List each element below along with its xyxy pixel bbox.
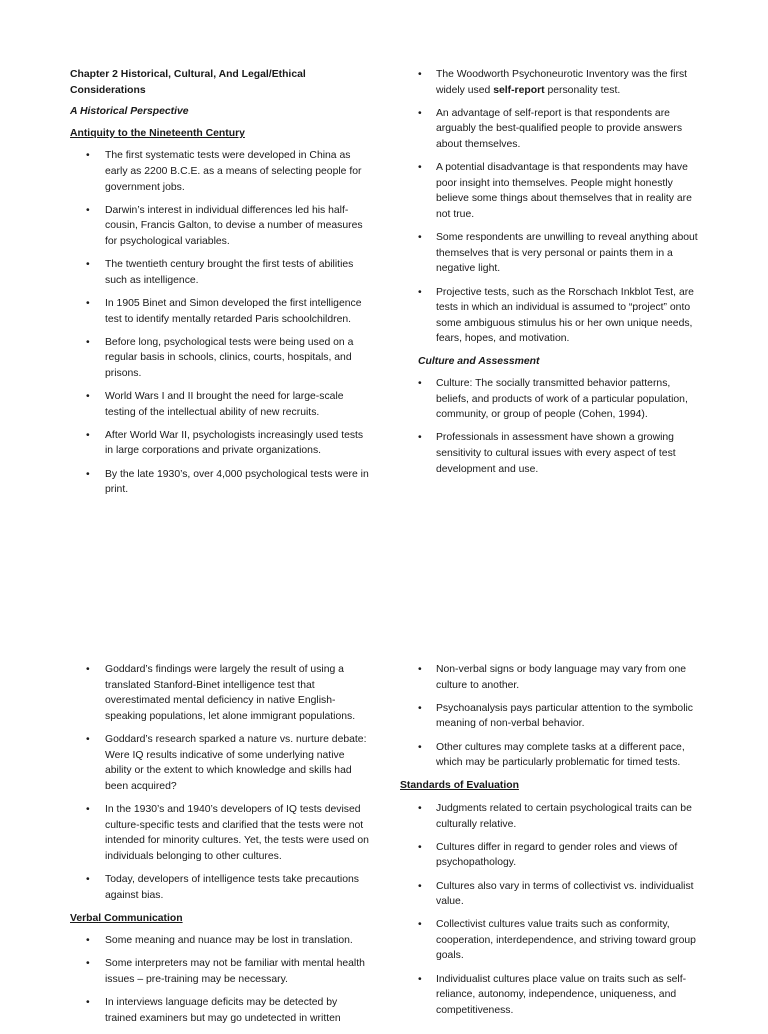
bullet-list-self-report (400, 67, 705, 347)
list-item: • By the late 1930’s, over 4,000 psychological tests were in print. (70, 467, 370, 498)
list-item: • Projective tests, such as the Rorschach Inkblot Test, are tests in which an individual is assumed to “project” onto some ambiguous stimulus his or her own unique needs, fears, hopes, and motivation. (400, 285, 705, 347)
list-item: • Darwin’s interest in individual differences led his half-cousin, Francis Galton, to devise a number of measures for psychological variables. (70, 203, 370, 250)
subsection-title-standards: Standards of Evaluation (400, 780, 519, 792)
list-item: • Psychoanalysis pays particular attention to the symbolic meaning of non-verbal behavior. (400, 701, 705, 732)
list-item: • Judgments related to certain psychological traits can be culturally relative. (400, 801, 705, 832)
list-item: • After World War II, psychologists increasingly used tests in large corporations and private organizations. (70, 428, 370, 459)
list-item: • In interviews language deficits may be detected by trained examiners but may go undetected in written (70, 995, 370, 1026)
column-top-left (70, 67, 370, 505)
woodworth-text-after: personality test. (544, 84, 621, 96)
list-item: • Before long, psychological tests were being used on a regular basis in schools, clinics, courts, hospitals, and prisons. (70, 335, 370, 382)
list-item: • Today, developers of intelligence tests take precautions against bias. (70, 872, 370, 903)
list-item: • The first systematic tests were developed in China as early as 2200 B.C.E. as a means of selecting people for government jobs. (70, 148, 370, 195)
bullet-list-goddard (70, 662, 370, 903)
woodworth-text-bold: self-report (493, 84, 545, 96)
list-item: • World Wars I and II brought the need for large-scale testing of the intellectual ability of new recruits. (70, 389, 370, 420)
list-item: • In 1905 Binet and Simon developed the first intelligence test to identify mentally retarded Paris schoolchildren. (70, 296, 370, 327)
bullet-list-nonverbal (400, 662, 705, 771)
list-item: • A potential disadvantage is that respondents may have poor insight into themselves. People might honestly believe some things about themselves that in reality are not true. (400, 160, 705, 222)
section-title-culture: Culture and Assessment (418, 356, 540, 368)
list-item: • Other cultures may complete tasks at a different pace, which may be particularly problematic for timed tests. (400, 740, 705, 771)
bullet-list-verbal (70, 933, 370, 1026)
section-title-historical: A Historical Perspective (70, 106, 189, 118)
list-item: • In the 1930’s and 1940’s developers of IQ tests devised culture-specific tests and clarified that the tests were not intended for minority cultures. Yet, the tests were used on individuals belonging to other cultures. (70, 802, 370, 864)
woodworth-text-before: The Woodworth Psychoneurotic Inventory was the first widely used (436, 69, 688, 96)
list-item: • The twentieth century brought the first tests of abilities such as intelligence. (70, 257, 370, 288)
column-top-right (400, 67, 705, 485)
bullet-list-antiquity (70, 148, 370, 497)
list-item: • Individualist cultures place value on traits such as self-reliance, autonomy, independence, uniqueness, and competitiveness. (400, 972, 705, 1019)
list-item: • An advantage of self-report is that respondents are arguably the best-qualified people to provide answers about themselves. (400, 106, 705, 153)
bullet-list-culture (400, 376, 705, 477)
chapter-title: Chapter 2 Historical, Cultural, And Legal/Ethical Considerations (70, 69, 306, 96)
list-item: • Culture: The socially transmitted behavior patterns, beliefs, and products of work of a particular population, community, or group of people (Cohen, 1994). (400, 376, 705, 423)
list-item: • Cultures also vary in terms of collectivist vs. individualist value. (400, 879, 705, 910)
subsection-title-antiquity: Antiquity to the Nineteenth Century (70, 127, 245, 139)
column-bottom-left (70, 662, 370, 1034)
list-item: • Professionals in assessment have shown a growing sensitivity to cultural issues with every aspect of test development and use. (400, 430, 705, 477)
list-item: • Goddard’s research sparked a nature vs. nurture debate: Were IQ results indicative of some underlying native ability or the extent to which knowledge and skills had been acquired? (70, 732, 370, 794)
list-item: • Goddard’s findings were largely the result of using a translated Stanford-Binet intelligence test that overestimated mental deficiency in native English-speaking populations, let alone immigrant populations. (70, 662, 370, 724)
bullet-list-standards (400, 801, 705, 1019)
list-item: • Collectivist cultures value traits such as conformity, cooperation, interdependence, and striving toward group goals. (400, 917, 705, 964)
list-item-woodworth (400, 67, 705, 98)
list-item: • Non-verbal signs or body language may vary from one culture to another. (400, 662, 705, 693)
subsection-title-verbal: Verbal Communication (70, 912, 183, 924)
list-item: • Some meaning and nuance may be lost in translation. (70, 933, 370, 949)
list-item: • Some respondents are unwilling to reveal anything about themselves that is very personal or paints them in a negative light. (400, 230, 705, 277)
list-item: • Cultures differ in regard to gender roles and views of psychopathology. (400, 840, 705, 871)
list-item: • Some interpreters may not be familiar with mental health issues – pre-training may be necessary. (70, 956, 370, 987)
column-bottom-right (400, 662, 705, 1026)
